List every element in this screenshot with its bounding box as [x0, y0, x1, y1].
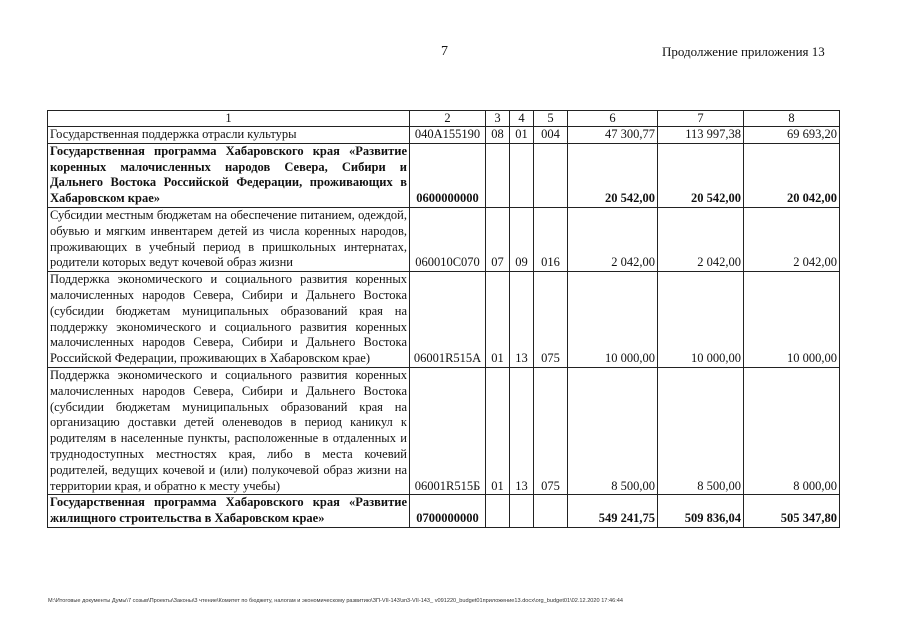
amount-col6: 20 542,00: [568, 143, 658, 207]
target-code: 040A155190: [410, 127, 486, 144]
row-name: Субсидии местным бюджетам на обеспечение питанием, одеждой, обувью и мягким инвентарем детей из числа коренных народов, проживающих в учебный период в пришкольных интернатах, родители которых ведут кочевой образ жизни: [48, 207, 410, 271]
column-header: 3: [486, 111, 510, 127]
section-code: [486, 495, 510, 528]
amount-col8: 2 042,00: [744, 207, 840, 271]
row-name: Поддержка экономического и социального развития коренных малочисленных народов Севера, Сибири и Дальнего Востока (субсидии бюджетам муниципальных образований края на поддержку экономического и социального развития коренных малочисленных народов Севера, Сибири и Дальнего Востока Российской Федерации, проживающих в Хабаровском крае): [48, 272, 410, 368]
expense-type-code: [534, 143, 568, 207]
amount-col7: 8 500,00: [658, 367, 744, 494]
expense-type-code: [534, 495, 568, 528]
column-header: 2: [410, 111, 486, 127]
table-row: [48, 272, 840, 368]
target-code: 060010С070: [410, 207, 486, 271]
amount-col7: 509 836,04: [658, 495, 744, 528]
table-row: [48, 367, 840, 494]
table-row: [48, 207, 840, 271]
column-header: 4: [510, 111, 534, 127]
column-header: 5: [534, 111, 568, 127]
subsection-code: [510, 143, 534, 207]
section-code: 01: [486, 272, 510, 368]
section-code: 01: [486, 367, 510, 494]
section-code: 07: [486, 207, 510, 271]
amount-col8: 505 347,80: [744, 495, 840, 528]
amount-col8: 8 000,00: [744, 367, 840, 494]
column-header: 8: [744, 111, 840, 127]
table-row: [48, 495, 840, 528]
row-name: Государственная программа Хабаровского края «Развитие жилищного строительства в Хабаровском крае»: [48, 495, 410, 528]
expense-type-code: 075: [534, 272, 568, 368]
target-code: 06001R515А: [410, 272, 486, 368]
amount-col6: 2 042,00: [568, 207, 658, 271]
amount-col6: 10 000,00: [568, 272, 658, 368]
subsection-code: [510, 495, 534, 528]
amount-col7: 2 042,00: [658, 207, 744, 271]
continuation-heading: Продолжение приложения 13: [662, 44, 825, 59]
section-code: 08: [486, 127, 510, 144]
amount-col8: 10 000,00: [744, 272, 840, 368]
amount-col7: 10 000,00: [658, 272, 744, 368]
expense-type-code: 016: [534, 207, 568, 271]
row-name: Государственная поддержка отрасли культуры: [48, 127, 410, 144]
amount-col7: 20 542,00: [658, 143, 744, 207]
section-code: [486, 143, 510, 207]
column-header: 7: [658, 111, 744, 127]
table-row: [48, 127, 840, 144]
row-name: Государственная программа Хабаровского края «Развитие коренных малочисленных народов Севера, Сибири и Дальнего Востока Российской Федерации, проживающих в Хабаровском крае»: [48, 143, 410, 207]
table-row: [48, 143, 840, 207]
amount-col6: 8 500,00: [568, 367, 658, 494]
subsection-code: 13: [510, 272, 534, 368]
subsection-code: 13: [510, 367, 534, 494]
subsection-code: 01: [510, 127, 534, 144]
header-row: [48, 111, 840, 127]
amount-col6: 47 300,77: [568, 127, 658, 144]
amount-col8: 20 042,00: [744, 143, 840, 207]
amount-col6: 549 241,75: [568, 495, 658, 528]
target-code: 0600000000: [410, 143, 486, 207]
amount-col8: 69 693,20: [744, 127, 840, 144]
column-header: 1: [48, 111, 410, 127]
footer-file-path: M:\Итоговые документы Думы\7 созыв\Проекты\Законы\3 чтение\Комитет по бюджету, налогам и экономическому развитию\ЗП-VII-143\зп3-VII-143_ v091220_budget01приложение13.docx\org_budget01\02.12.2020 17:46:44: [48, 598, 623, 604]
target-code: 06001R515Б: [410, 367, 486, 494]
page-number: 7: [441, 44, 448, 59]
amount-col7: 113 997,38: [658, 127, 744, 144]
expense-type-code: 004: [534, 127, 568, 144]
row-name: Поддержка экономического и социального развития коренных малочисленных народов Севера, Сибири и Дальнего Востока (субсидии бюджетам муниципальных образований края на организацию доставки детей оленеводов в период каникул к родителям в населенные пункты, расположенные в отдаленных и труднодоступных местностях края, либо в места кочевий родителей, ведущих кочевой и (или) полукочевой образ жизни на территории края, и обратно к месту учебы): [48, 367, 410, 494]
expense-type-code: 075: [534, 367, 568, 494]
column-header: 6: [568, 111, 658, 127]
subsection-code: 09: [510, 207, 534, 271]
budget-table: [47, 110, 840, 528]
target-code: 0700000000: [410, 495, 486, 528]
